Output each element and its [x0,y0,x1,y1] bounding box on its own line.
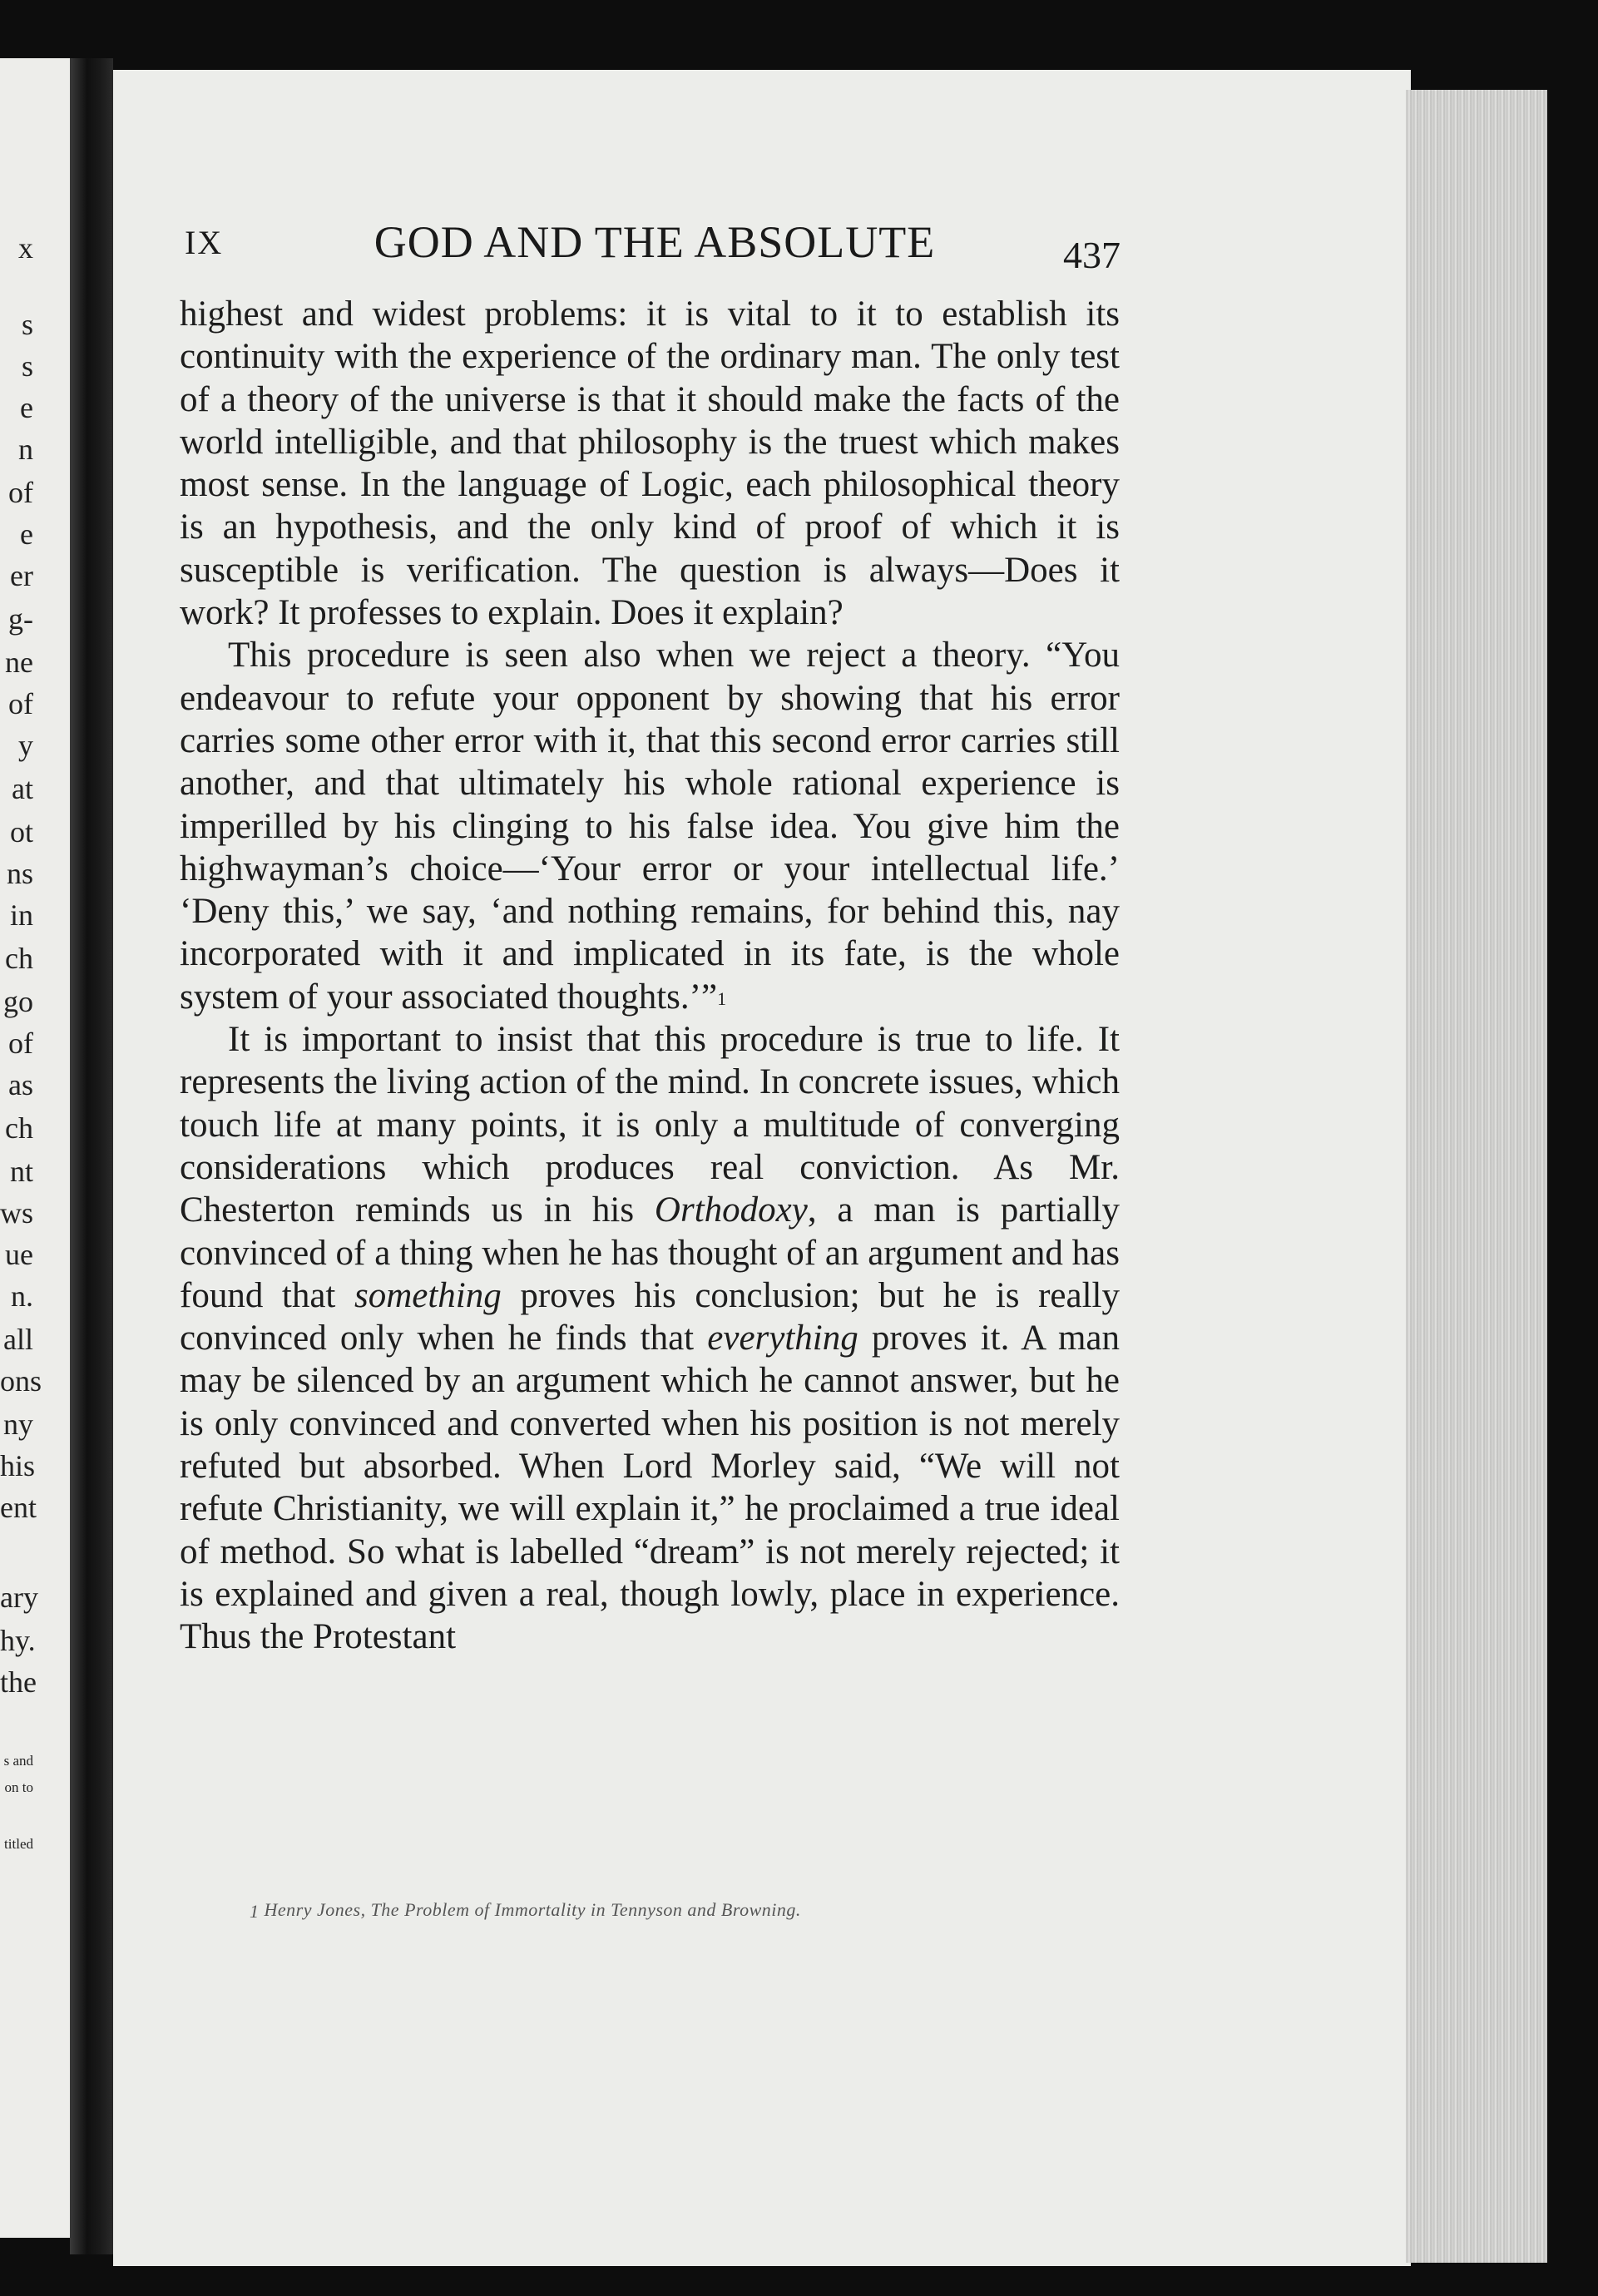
facing-page-fragment: at [12,772,33,805]
paragraph-text: , a man is partially convinced of a thing when he has thought of an argument and has found that [180,1190,1120,1315]
facing-page-fragment: ny [3,1408,33,1441]
facing-page-fragment: nt [9,1155,33,1188]
body-text [180,293,1120,1659]
facing-page-fragment: hy. [0,1624,36,1657]
facing-page-fragment: e [20,517,33,551]
facing-page-fragment: g- [8,602,33,636]
facing-page-fragment: on to [4,1779,33,1795]
facing-page-fragment: n. [11,1279,33,1313]
paragraph-text: proves it. A man may be silenced by an argument which he cannot answer, but he is only convinced and converted when his position is not merely refuted but absorbed. When Lord Morley said, “We will not refute Christianity, we will explain it,” he proclaimed a true ideal of method. So what is labelled “dream” is not merely rejected; it is explained and given a real, though lowly, place in experience. Thus the Protestant [180,1319,1121,1657]
facing-page-fragment: ch [5,942,33,975]
page-edges [1406,90,1547,2263]
facing-page-fragment: ue [5,1238,33,1271]
running-header [185,208,1121,283]
facing-page-fragment: ws [0,1196,34,1230]
facing-page-fragment: ns [6,857,33,890]
facing-page-fragment: in [9,898,33,932]
facing-page-fragment: ent [0,1491,37,1524]
footnote-ref: 1 [717,987,727,1009]
facing-page-fragment: e [20,391,33,424]
facing-page-fragment: n [18,433,33,466]
footnote-marker: 1 [250,1901,260,1922]
facing-page-fragment: ot [9,815,33,849]
paragraph [180,634,1120,1018]
paragraph [180,1018,1120,1658]
facing-page-fragment: s and [3,1753,33,1769]
facing-page-fragment: of [8,1027,33,1060]
facing-page-fragment: ch [5,1111,33,1145]
facing-page-fragment: go [3,985,33,1018]
facing-page-fragment: his [0,1449,36,1482]
chapter-number: IX [185,224,224,261]
book-title: Orthodoxy [654,1190,808,1230]
facing-page-fragment: s [21,308,33,341]
footnote [250,1899,1065,1921]
facing-page-fragment: of [8,687,33,720]
book-gutter [70,58,113,2254]
paragraph: highest and widest problems: it is vital to it to establish its continuity with the experience of the ordinary man. The only test of a theory of the universe is that it should make the facts of the world intelligible, and that philosophy is the truest which makes most sense. In the language of Logic, each philosophical theory is an hypothesis, and the only kind of proof of which it is susceptible is verification. The question is always—Does it work? It professes to explain. Does it explain? [180,294,1120,633]
paragraph-text: proves his conclusion; but he is really convinced only when he finds that [180,1275,1120,1358]
facing-page-fragment: of [8,476,33,509]
paragraph-text: It is important to insist that this procedure is true to life. It represents the living action of the mind. In concrete issues, which touch life at many points, it is only a multitude of converging considerations which produces real conviction. As Mr. Chesterton reminds us in his [180,1020,1120,1230]
facing-page-fragment: the [0,1665,37,1699]
facing-page-fragment: ons [0,1364,42,1398]
facing-page-fragment: er [10,559,33,592]
running-title: GOD AND THE ABSOLUTE [374,217,936,267]
emphasis: something [354,1275,502,1315]
facing-page-fragment: ne [5,646,33,679]
page-number: 437 [1063,234,1121,276]
footnote-text: Henry Jones, The Problem of Immortality in Tennyson and Browning. [264,1899,801,1920]
facing-page-fragment: titled [4,1836,33,1852]
facing-page-fragment: all [3,1323,33,1356]
facing-page-fragment: s [21,349,33,383]
emphasis: everything [707,1319,858,1358]
facing-page-fragment: ary [0,1581,38,1614]
facing-page-fragment: as [8,1068,33,1101]
facing-page-fragment: y [18,729,33,762]
paragraph-text: This procedure is seen also when we reject a theory. “You endeavour to refute your opponent by showing that his error carries some other error with it, that this second error carries still another, and that ultimately his whole rational experience is imperilled by his clinging to his false idea. You give him the highwayman’s choice—‘Your error or your intellectual life.’ ‘Deny this,’ we say, ‘and nothing remains, for behind this, nay incorporated with it and implicated in its fate, is the whole system of your associated thoughts.’” [180,636,1120,1017]
facing-page-fragment: x [18,231,33,265]
